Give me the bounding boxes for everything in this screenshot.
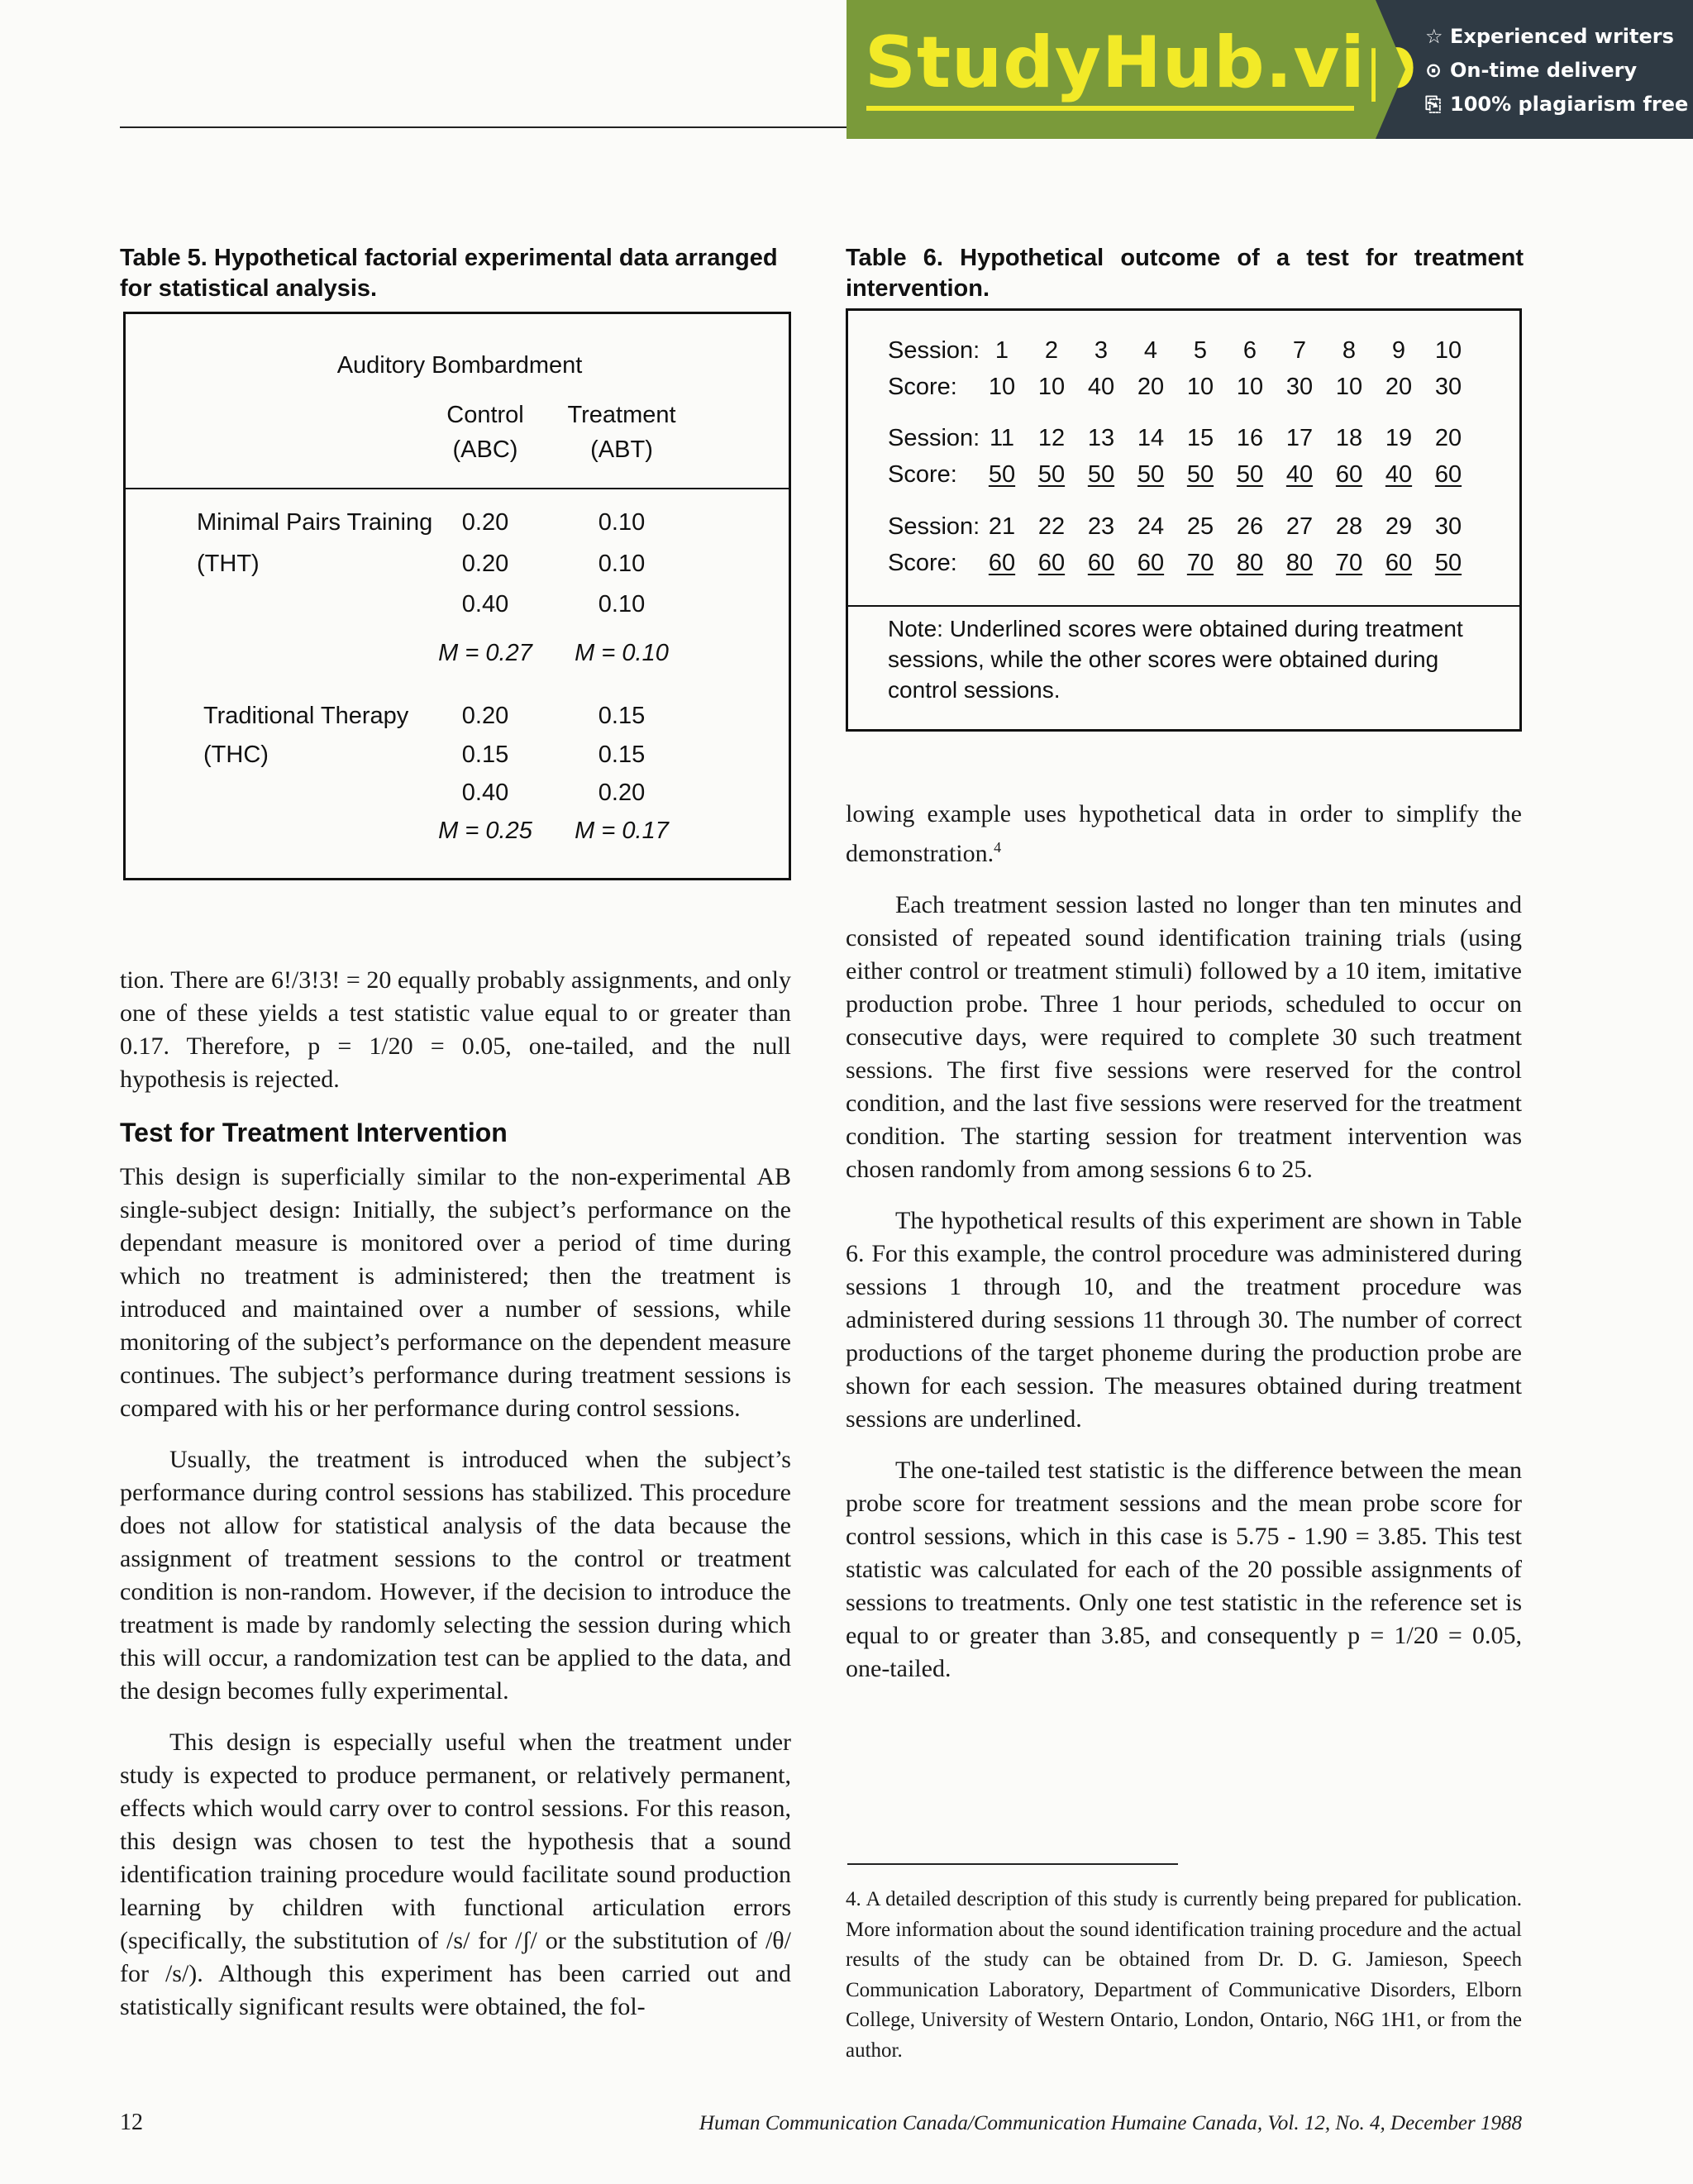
table6-session-label: Session: <box>888 425 980 451</box>
table5-separator <box>126 488 789 489</box>
table6-session-value: 7 <box>1292 337 1307 364</box>
table5-cell: 0.40 <box>461 591 509 618</box>
table5-cell: 0.15 <box>598 742 646 768</box>
table6-score-value: 10 <box>1335 374 1363 400</box>
table5-cell: 0.15 <box>461 742 509 768</box>
table6-score-value: 30 <box>1285 374 1314 400</box>
table6-session-value: 19 <box>1385 425 1413 451</box>
table6-score-value: 60 <box>1434 461 1462 488</box>
table6-score-value: 50 <box>1037 461 1066 488</box>
table6-session-value: 9 <box>1391 337 1406 364</box>
banner-features <box>1376 0 1693 139</box>
table5-mean: M = 0.10 <box>575 640 669 666</box>
table6-session-value: 1 <box>994 337 1009 364</box>
table6-session-value: 8 <box>1342 337 1357 364</box>
table6-separator <box>848 605 1519 607</box>
table6-session-value: 6 <box>1242 337 1257 364</box>
paragraph: This design is especially useful when the treatment under study is expected to produce permanent, or relatively permanent, effects which would carry over to control sessions. For this reason, this design was chosen to test the hypothesis that a sound identification training procedure would facilitate sound production learning by children with functional articulation errors (specifically, the substitution of /s/ for /ʃ/ or the substitution of /θ/ for /s/). Although this experiment has been carried out and statistically significant results were obtained, the fol- <box>120 1729 791 2020</box>
table6-session-value: 10 <box>1434 337 1462 364</box>
header-rule <box>120 126 847 128</box>
table6-session-value: 11 <box>989 425 1015 451</box>
table6-score-label: Score: <box>888 374 957 400</box>
table5-cell: 0.40 <box>461 780 509 806</box>
table6-score-value: 80 <box>1285 550 1314 576</box>
table6-score-label: Score: <box>888 550 957 576</box>
clock-icon: ⊙ <box>1425 59 1443 82</box>
table6-session-value: 17 <box>1285 425 1314 451</box>
feature-experienced: ☆ Experienced writers <box>1425 20 1693 54</box>
table5-col-treatment: Treatment <box>567 402 676 428</box>
table6-session-value: 3 <box>1094 337 1109 364</box>
table5-mean: M = 0.17 <box>575 818 669 844</box>
table6 <box>846 308 1522 732</box>
paragraph: lowing example uses hypothetical data in order to simplify the demonstration.$^4$ <box>846 800 1522 867</box>
table6-score-value: 10 <box>1236 374 1264 400</box>
table6-score-value: 40 <box>1087 374 1115 400</box>
table6-caption-line2: intervention. <box>846 275 990 302</box>
table5-cell: 0.20 <box>461 703 509 729</box>
studyhub-banner[interactable] <box>846 0 1693 139</box>
table6-score-value: 80 <box>1236 550 1264 576</box>
table6-note: Note: Underlined scores were obtained during treatment sessions, while the other scores were obtained during control sessions. <box>888 616 1463 703</box>
table5-group-name: Minimal Pairs Training <box>197 509 433 536</box>
table6-score-value: 60 <box>1037 550 1066 576</box>
table5-cell: 0.10 <box>598 591 646 618</box>
table6-session-value: 21 <box>988 513 1016 540</box>
table6-score-value: 60 <box>1385 550 1413 576</box>
table5-col-control-abbr: (ABC) <box>452 436 518 463</box>
table6-session-value: 5 <box>1193 337 1208 364</box>
footnote: 4. A detailed description of this study is currently being prepared for publication. More information about the sound identification training procedure and the actual results of the study can be obtained from Dr. D. G. Jamieson, Speech Communication Laboratory, Department of Communicative Disorders, Elborn College, University of Western Ontario, London, Ontario, N6G 1H1, or from the author. <box>846 1888 1522 2062</box>
table5-cell: 0.20 <box>461 509 509 536</box>
paragraph: The one-tailed test statistic is the difference between the mean probe score for treatment sessions and the mean probe score for control sessions, which in this case is 5.75 - 1.90 = 3.85. This test statistic was calculated for each of the 20 possible assignments of sessions to treatments. Only one test statistic in the reference set is equal to or greater than 3.85, and consequently p = 1/20 = 0.05, one-tailed. <box>846 1457 1522 1682</box>
page-number: 12 <box>120 2110 143 2135</box>
table5-col-treatment-abbr: (ABT) <box>590 436 653 463</box>
table5-caption: Table 5. Hypothetical factorial experimental data arranged for statistical analysis. <box>120 245 778 302</box>
footnote-ref[interactable]: 4 <box>994 839 1002 856</box>
table6-session-value: 14 <box>1137 425 1165 451</box>
left-column-body <box>120 1161 791 2024</box>
table5-cell: 0.20 <box>598 780 646 806</box>
paragraph: tion. There are 6!/3!3! = 20 equally probably assignments, and only one of these yields a test statistic value equal to or greater than 0.17. Therefore, p = 1/20 = 0.05, one-tailed, and the null hypothesis is rejected. <box>120 966 791 1093</box>
feature-plagiarism: ⎘ 100% plagiarism free <box>1425 88 1693 122</box>
document-check-icon: ⎘ <box>1425 93 1442 116</box>
table6-session-value: 25 <box>1186 513 1214 540</box>
table6-score-value: 60 <box>1137 550 1165 576</box>
table6-score-value: 50 <box>1137 461 1165 488</box>
table6-score-value: 50 <box>1186 461 1214 488</box>
table6-session-value: 2 <box>1044 337 1059 364</box>
table6-score-value: 50 <box>1087 461 1115 488</box>
table6-score-value: 50 <box>1236 461 1264 488</box>
table5-group-abbr: (THC) <box>203 742 269 768</box>
table6-score-value: 50 <box>988 461 1016 488</box>
footnote-rule <box>847 1863 1178 1865</box>
table6-session-value: 24 <box>1137 513 1165 540</box>
table5-mean: M = 0.25 <box>438 818 532 844</box>
table6-score-value: 20 <box>1385 374 1413 400</box>
table6-score-value: 70 <box>1335 550 1363 576</box>
journal-footer: Human Communication Canada/Communication Humaine Canada, Vol. 12, No. 4, December 1988 <box>699 2112 1522 2134</box>
table6-session-value: 29 <box>1385 513 1413 540</box>
table6-score-value: 50 <box>1434 550 1462 576</box>
table5 <box>123 312 791 880</box>
table6-session-value: 16 <box>1236 425 1264 451</box>
table6-score-value: 10 <box>1037 374 1066 400</box>
table6-session-label: Session: <box>888 337 980 364</box>
table6-score-value: 10 <box>1186 374 1214 400</box>
table5-factor-label: Auditory Bombardment <box>336 352 583 379</box>
table6-session-value: 22 <box>1037 513 1066 540</box>
table6-score-value: 60 <box>988 550 1016 576</box>
table5-cell: 0.10 <box>598 509 646 536</box>
table6-session-value: 28 <box>1335 513 1363 540</box>
table6-score-value: 20 <box>1137 374 1165 400</box>
table6-score-value: 60 <box>1335 461 1363 488</box>
table6-score-value: 70 <box>1186 550 1214 576</box>
table6-score-label: Score: <box>888 461 957 488</box>
table6-session-value: 15 <box>1186 425 1214 451</box>
banner-arrow <box>1376 0 1405 139</box>
left-column <box>120 964 791 1096</box>
table6-score-value: 40 <box>1285 461 1314 488</box>
feature-ontime: ⊙ On-time delivery <box>1425 54 1693 88</box>
table5-col-control: Control <box>446 402 524 428</box>
star-icon: ☆ <box>1425 25 1443 48</box>
brand-logo[interactable]: StudyHub.vip <box>865 21 1418 104</box>
table6-score-value: 40 <box>1385 461 1413 488</box>
table6-session-value: 13 <box>1087 425 1115 451</box>
table6-caption <box>846 243 1524 304</box>
table5-cell: 0.15 <box>598 703 646 729</box>
table6-score-value: 30 <box>1434 374 1462 400</box>
table5-group-abbr: (THT) <box>197 551 260 577</box>
table6-session-value: 18 <box>1335 425 1363 451</box>
paragraph: Usually, the treatment is introduced when the subject’s performance during control sessions has stabilized. This procedure does not allow for statistical analysis of the data because the assignment of treatment sessions to the control or treatment condition is non-random. However, if the decision to introduce the treatment is made by randomly selecting the session during which this will occur, a randomization test can be applied to the data, and the design becomes fully experimental. <box>120 1446 791 1705</box>
right-column <box>846 798 1522 1686</box>
table6-session-value: 4 <box>1143 337 1158 364</box>
banner-brand-panel[interactable] <box>846 0 1418 139</box>
table6-caption-line1: Table 6. Hypothetical outcome of a test for treatment <box>846 245 1524 271</box>
table5-mean: M = 0.27 <box>438 640 532 666</box>
table5-cell: 0.10 <box>598 551 646 577</box>
table6-session-value: 27 <box>1285 513 1314 540</box>
paragraph: The hypothetical results of this experiment are shown in Table 6. For this example, the control procedure was administered during sessions 1 through 10, and the treatment procedure was administered during sessions 11 through 30. The number of correct productions of the target phoneme during the production probe are shown for each session. The measures obtained during treatment sessions are underlined. <box>846 1207 1522 1433</box>
table6-session-value: 30 <box>1434 513 1462 540</box>
table6-session-value: 20 <box>1434 425 1462 451</box>
paragraph: Each treatment session lasted no longer than ten minutes and consisted of repeated sound identification training trials (using either control or treatment stimuli) followed by a 10 item, imitative production probe. Three 1 hour periods, scheduled to occur on consecutive days, were required to complete 30 such treatment sessions. The first five sessions were reserved for the control condition, and the last five sessions were reserved for the treatment condition. The starting session for treatment intervention was chosen randomly from among sessions 6 to 25. <box>846 891 1522 1183</box>
table6-session-label: Session: <box>888 513 980 540</box>
table6-score-value: 10 <box>988 374 1016 400</box>
table5-cell: 0.20 <box>461 551 509 577</box>
table6-session-value: 26 <box>1236 513 1264 540</box>
table5-group-name: Traditional Therapy <box>203 703 409 729</box>
brand-underline <box>866 106 1354 111</box>
table6-session-value: 23 <box>1087 513 1115 540</box>
table6-session-value: 12 <box>1037 425 1066 451</box>
paragraph: This design is superficially similar to the non-experimental AB single-subject design: Initially, the subject’s performance on the dependant measure is monitored over a period of time during which no treatment is administered; then the treatment is introduced and maintained over a number of sessions, while monitoring of the subject’s performance on the dependent measure continues. The subject’s performance during treatment sessions is compared with his or her performance during control sessions. <box>120 1163 791 1422</box>
section-heading: Test for Treatment Intervention <box>120 1118 508 1147</box>
table6-score-value: 60 <box>1087 550 1115 576</box>
